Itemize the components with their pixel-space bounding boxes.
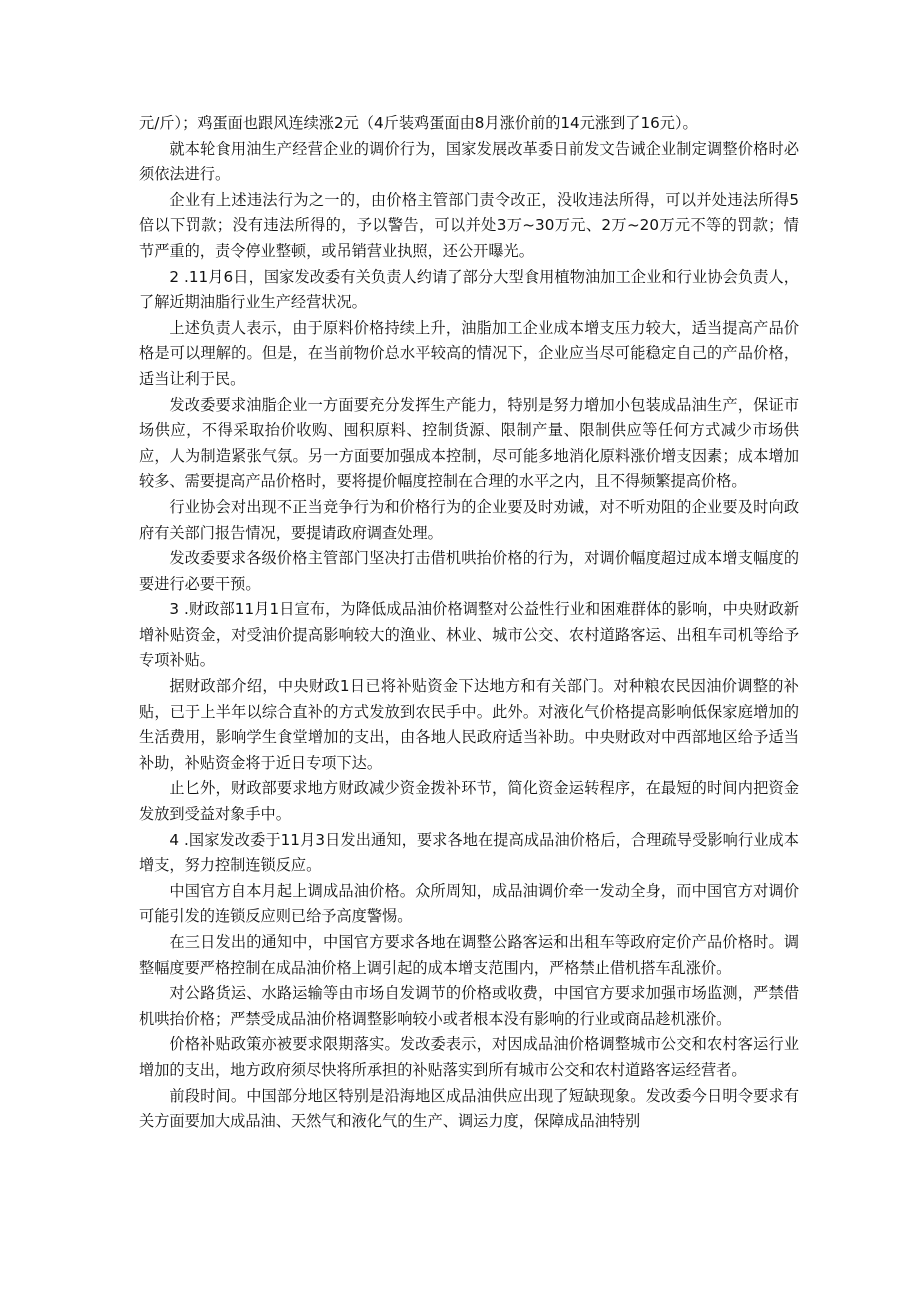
paragraph: 就本轮食用油生产经营企业的调价行为，国家发展改革委日前发文告诫企业制定调整价格时必须依法进行。 xyxy=(139,139,799,184)
paragraph: 止匕外，财政部要求地方财政减少资金拨补环节，简化资金运转程序，在最短的时间内把资金发放到受益对象手中。 xyxy=(139,779,799,824)
paragraph: 在三日发出的通知中，中国官方要求各地在调整公路客运和出租车等政府定价产品价格时。调整幅度要严格控制在成品油价格上调引起的成本增支范围内，严格禁止借机搭车乱涨价。 xyxy=(139,933,799,977)
paragraph-item-4: 4 .国家发改委于11月3日发出通知，要求各地在提高成品油价格后，合理疏导受影响行业成本增支，努力控制连锁反应。 xyxy=(139,830,799,875)
paragraph: 价格补贴政策亦被要求限期落实。发改委表示，对因成品油价格调整城市公交和农村客运行业增加的支出，地方政府须尽快将所承担的补贴落实到所有城市公交和农村道路客运经营者。 xyxy=(139,1035,799,1079)
paragraph: 据财政部介绍，中央财政1日已将补贴资金下达地方和有关部门。对种粮农民因油价调整的补贴，已于上半年以综合直补的方式发放到农民手中。此外。对液化气价格提高影响低保家庭增加的生活费用，影响学生食堂增加的支出，由各地人民政府适当补助。中央财政对中西部地区给予适当补助，补贴资金将于近日专项下达。 xyxy=(139,677,799,772)
paragraph: 发改委要求各级价格主管部门坚决打击借机哄抬价格的行为，对调价幅度超过成本增支幅度的要进行必要干预。 xyxy=(139,549,799,593)
paragraph: 上述负责人表示，由于原料价格持续上升，油脂加工企业成本增支压力较大，适当提高产品价格是可以理解的。但是，在当前物价总水平较高的情况下，企业应当尽可能稳定自己的产品价格，适当让利于民。 xyxy=(139,318,799,388)
paragraph: 企业有上述违法行为之一的，由价格主管部门责令改正，没收违法所得，可以并处违法所得5倍以下罚款；没有违法所得的，予以警告，可以并处3万~30万元、2万~20万元不等的罚款；情节严重的，责令停业整顿，或吊销营业执照，还公开曝光。 xyxy=(139,190,799,260)
paragraph: 中国官方自本月起上调成品油价格。众所周知，成品油调价牵一发动全身，而中国官方对调价可能引发的连锁反应则已给予高度警惕。 xyxy=(139,881,799,926)
paragraph: 对公路货运、水路运输等由市场自发调节的价格或收费，中国官方要求加强市场监测，严禁借机哄抬价格；严禁受成品油价格调整影响较小或者根本没有影响的行业或商品趁机涨价。 xyxy=(139,984,799,1028)
document-body xyxy=(139,111,799,1135)
paragraph-item-2: 2 .11月6日，国家发改委有关负责人约请了部分大型食用植物油加工企业和行业协会负责人，了解近期油脂行业生产经营状况。 xyxy=(139,267,799,312)
paragraph: 行业协会对出现不正当竞争行为和价格行为的企业要及时劝诫，对不听劝阻的企业要及时向政府有关部门报告情况，要提请政府调查处理。 xyxy=(139,497,799,542)
paragraph-item-3: 3 .财政部11月1日宣布，为降低成品油价格调整对公益性行业和困难群体的影响，中央财政新增补贴资金，对受油价提高影响较大的渔业、林业、城市公交、农村道路客运、出租车司机等给予专项补贴。 xyxy=(139,600,799,670)
paragraph-truncated: 前段时间。中国部分地区特别是沿海地区成品油供应出现了短缺现象。发改委今日明令要求有关方面要加大成品油、天然气和液化气的生产、调运力度，保障成品油特别 xyxy=(139,1086,799,1131)
paragraph-continuation: 元/斤）；鸡蛋面也跟风连续涨2元（4斤装鸡蛋面由8月涨价前的14元涨到了16元）。 xyxy=(139,114,698,132)
paragraph: 发改委要求油脂企业一方面要充分发挥生产能力，特别是努力增加小包装成品油生产，保证市场供应，不得采取抬价收购、囤积原料、控制货源、限制产量、限制供应等任何方式减少市场供应，人为制造紧张气氛。另一方面要加强成本控制，尽可能多地消化原料涨价增支因素；成本增加较多、需要提高产品价格时，要将提价幅度控制在合理的水平之内，且不得频繁提高价格。 xyxy=(139,395,799,491)
